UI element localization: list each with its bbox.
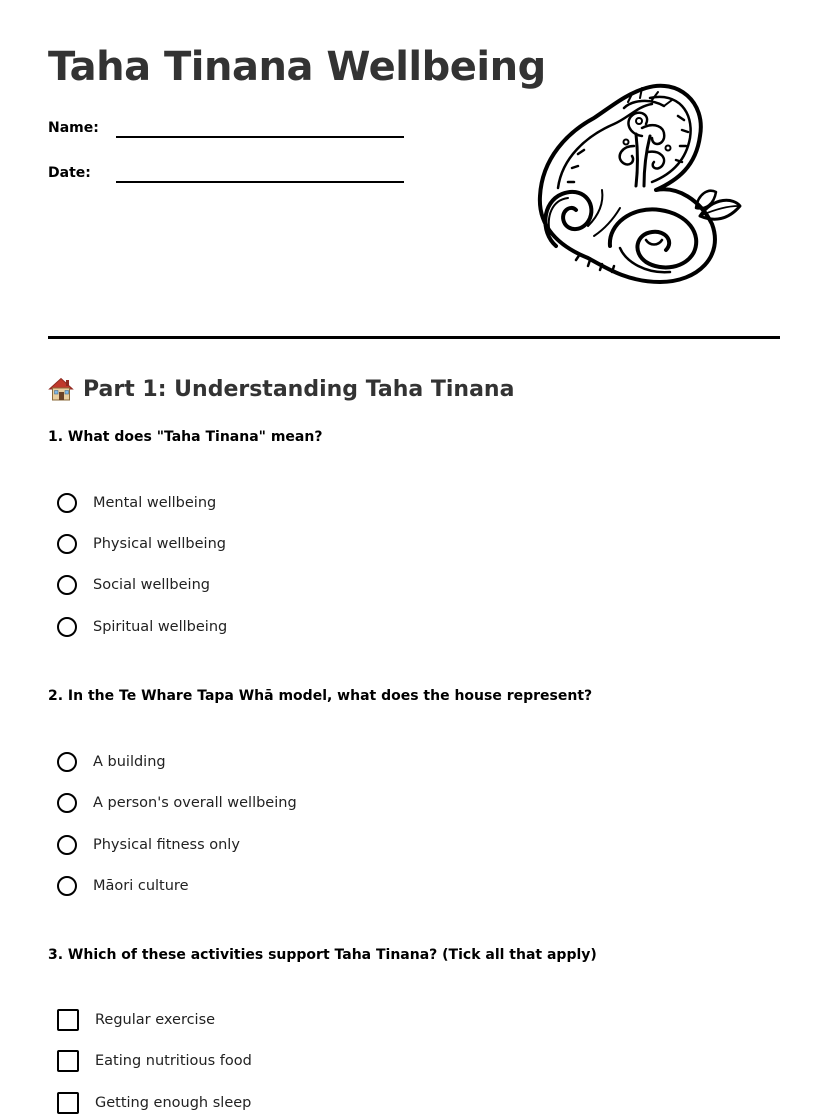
option-label: Regular exercise xyxy=(95,1012,216,1028)
q3-option-1[interactable] xyxy=(57,1007,215,1033)
option-label: A building xyxy=(93,754,166,770)
radio-button[interactable] xyxy=(57,835,77,855)
date-input-line[interactable] xyxy=(116,181,404,183)
option-label: Mental wellbeing xyxy=(93,495,217,511)
date-field xyxy=(48,163,408,187)
question-1: 1. What does "Taha Tinana" mean? xyxy=(48,429,323,445)
koru-swirl-illustration-icon xyxy=(528,76,744,292)
radio-button[interactable] xyxy=(57,575,77,595)
radio-button[interactable] xyxy=(57,617,77,637)
section-divider xyxy=(48,336,780,339)
option-label: Getting enough sleep xyxy=(95,1095,252,1111)
q2-option-2[interactable] xyxy=(57,790,297,816)
name-input-line[interactable] xyxy=(116,136,404,138)
checkbox[interactable] xyxy=(57,1009,79,1031)
option-label: A person's overall wellbeing xyxy=(93,795,297,811)
q1-option-1[interactable] xyxy=(57,490,216,516)
checkbox[interactable] xyxy=(57,1092,79,1114)
radio-button[interactable] xyxy=(57,493,77,513)
part1-title: Part 1: Understanding Taha Tinana xyxy=(83,376,515,402)
option-label: Eating nutritious food xyxy=(95,1053,252,1069)
option-label: Māori culture xyxy=(93,878,189,894)
question-2: 2. In the Te Whare Tapa Whā model, what does the house represent? xyxy=(48,688,593,704)
option-label: Social wellbeing xyxy=(93,577,210,593)
q1-option-2[interactable] xyxy=(57,531,226,557)
radio-button[interactable] xyxy=(57,752,77,772)
q2-option-1[interactable] xyxy=(57,749,166,775)
question-3: 3. Which of these activities support Taha Tinana? (Tick all that apply) xyxy=(48,947,597,963)
radio-button[interactable] xyxy=(57,793,77,813)
house-icon xyxy=(48,376,74,402)
option-label: Spiritual wellbeing xyxy=(93,619,228,635)
date-label: Date: xyxy=(48,165,91,181)
checkbox[interactable] xyxy=(57,1050,79,1072)
radio-button[interactable] xyxy=(57,534,77,554)
name-label: Name: xyxy=(48,120,99,136)
q2-option-4[interactable] xyxy=(57,873,189,899)
radio-button[interactable] xyxy=(57,876,77,896)
option-label: Physical wellbeing xyxy=(93,536,226,552)
q1-option-3[interactable] xyxy=(57,572,210,598)
name-field xyxy=(48,118,408,142)
page-title: Taha Tinana Wellbeing xyxy=(48,44,546,90)
q3-option-2[interactable] xyxy=(57,1048,252,1074)
q2-option-3[interactable] xyxy=(57,832,240,858)
part1-heading xyxy=(48,374,514,404)
q1-option-4[interactable] xyxy=(57,614,227,640)
q3-option-3[interactable] xyxy=(57,1090,251,1116)
option-label: Physical fitness only xyxy=(93,837,240,853)
